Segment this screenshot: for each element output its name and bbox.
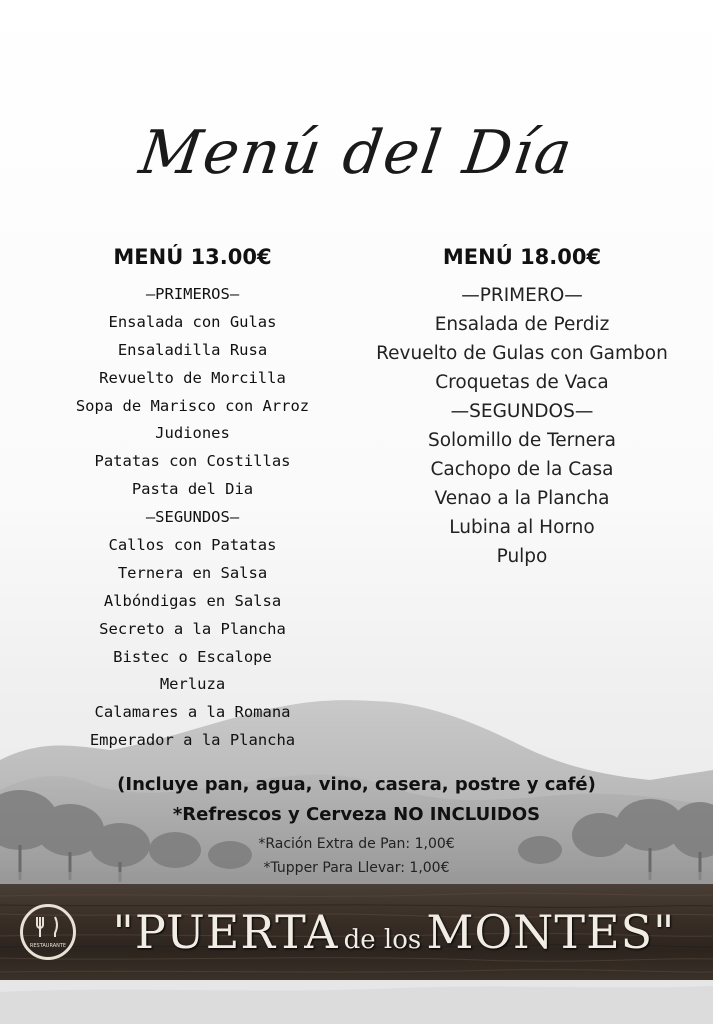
dish-item: Bistec o Escalope (113, 647, 272, 666)
dish-item: Revuelto de Morcilla (99, 368, 286, 387)
section-label-primero: —PRIMERO— (461, 285, 583, 306)
open-quote: " (112, 905, 135, 959)
dish-item: Croquetas de Vaca (435, 372, 609, 393)
dish-item: Emperador a la Plancha (89, 731, 296, 750)
drinks-not-included-line: *Refrescos y Cerveza NO INCLUIDOS (172, 804, 541, 825)
dish-item: Venao a la Plancha (434, 488, 610, 509)
menu-13-heading: MENÚ 13.00€ (113, 245, 272, 269)
menu-18-heading: MENÚ 18.00€ (442, 245, 602, 269)
dish-item: Cachopo de la Casa (430, 459, 614, 480)
restaurant-name (84, 884, 704, 980)
dish-item: Patatas con Costillas (94, 452, 291, 471)
dish-item: Secreto a la Plancha (99, 619, 286, 638)
dish-item: Ensaladilla Rusa (117, 340, 268, 359)
section-label-segundos: —SEGUNDOS— (145, 508, 240, 527)
dish-item: Calamares a la Romana (94, 703, 291, 722)
dish-item: Sopa de Marisco con Arroz (75, 396, 310, 415)
dish-item: Lubina al Horno (449, 517, 595, 538)
logo-text: RESTAURANTE (29, 943, 67, 949)
dish-item: Pasta del Dia (131, 480, 254, 499)
dish-item: Albóndigas en Salsa (103, 591, 282, 610)
includes-line: (Incluye pan, agua, vino, casera, postre y café) (117, 774, 596, 795)
dish-item: Judiones (155, 424, 230, 443)
dish-item: Revuelto de Gulas con Gambon (376, 343, 668, 364)
dish-item: Ensalada de Perdiz (434, 314, 610, 335)
dish-item: Ensalada con Gulas (108, 312, 277, 331)
section-label-segundos: —SEGUNDOS— (450, 401, 594, 422)
name-word-montes: MONTES (426, 905, 654, 959)
close-quote: " (653, 905, 676, 959)
dish-item: Solomillo de Ternera (427, 430, 617, 451)
menu-13-column (20, 240, 365, 755)
dish-item: Merluza (159, 675, 226, 694)
menu-18-column (352, 240, 692, 571)
dish-item: Ternera en Salsa (117, 563, 268, 582)
dish-item: Callos con Patatas (108, 536, 277, 555)
name-word-de-los: de los (343, 925, 422, 955)
dish-item: Pulpo (496, 546, 548, 567)
page-title: Menú del Día (135, 118, 578, 188)
restaurant-banner (0, 884, 713, 980)
section-label-primeros: —PRIMEROS— (145, 285, 240, 303)
extra-bread-note: *Ración Extra de Pan: 1,00€ (258, 836, 455, 852)
name-word-puerta: PUERTA (134, 905, 339, 959)
restaurant-logo (20, 904, 76, 960)
includes-block (0, 770, 713, 830)
tupper-note: *Tupper Para Llevar: 1,00€ (263, 860, 450, 876)
